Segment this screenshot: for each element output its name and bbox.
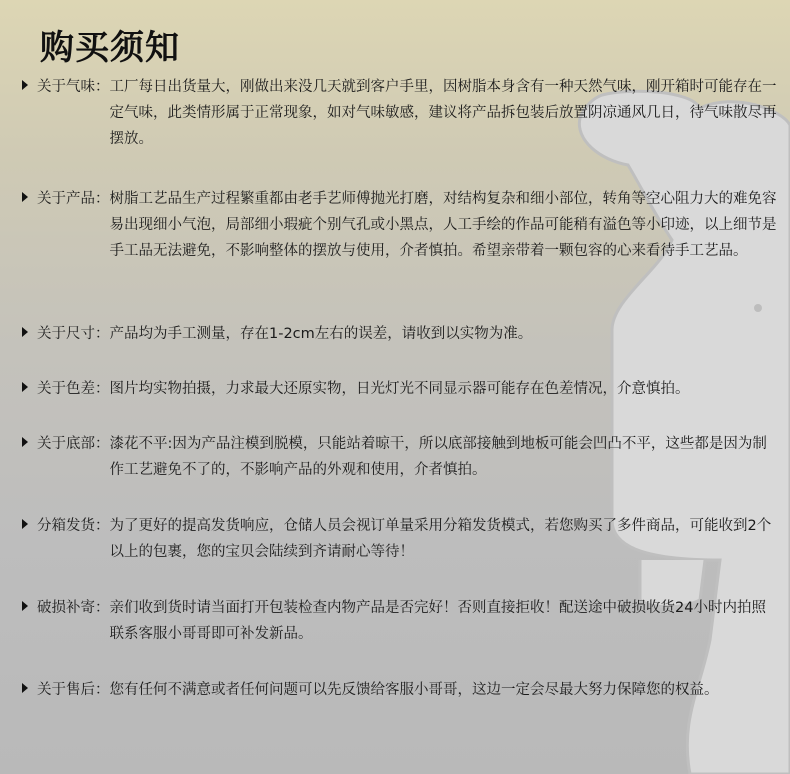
notice-item-bottom — [22, 431, 780, 483]
notice-label: 破损补寄： — [37, 600, 110, 616]
notice-label: 分箱发货： — [37, 518, 110, 534]
notice-text: 图片均实物拍摄，力求最大还原实物，日光灯光不同显示器可能存在色差情况，介意慎拍。 — [109, 381, 690, 397]
bullet-arrow-icon — [22, 192, 28, 202]
bullet-arrow-icon — [22, 382, 28, 392]
notice-label: 关于尺寸： — [37, 326, 110, 342]
notice-text: 树脂工艺品生产过程繁重都由老手艺师傅抛光打磨，对结构复杂和细小部位，转角等空心阻力大的难免容易出现细小气泡，局部细小瑕疵个别气孔或小黑点，人工手绘的作品可能稍有溢色等小印迹，以上细节是手工品无法避免，不影响整体的摆放与使用，介者慎拍。希望亲带着一颗包容的心来看待手工艺品。 — [109, 191, 777, 259]
notice-label: 关于色差： — [37, 381, 110, 397]
bullet-arrow-icon — [22, 327, 28, 337]
notice-text: 为了更好的提高发货响应，仓储人员会视订单量采用分箱发货模式，若您购买了多件商品，可能收到2个以上的包裹，您的宝贝会陆续到齐请耐心等待！ — [109, 518, 772, 560]
notice-item-damage — [22, 595, 780, 647]
notice-label: 关于底部： — [37, 436, 110, 452]
notice-text: 产品均为手工测量，存在1-2cm左右的误差，请收到以实物为准。 — [109, 326, 533, 342]
bullet-arrow-icon — [22, 601, 28, 611]
notice-label: 关于产品： — [37, 191, 110, 207]
notice-item-size — [22, 321, 780, 347]
notice-text: 漆花不平:因为产品注模到脱模，只能站着晾干，所以底部接触到地板可能会凹凸不平，这些都是因为制作工艺避免不了的，不影响产品的外观和使用，介者慎拍。 — [109, 436, 767, 478]
notice-label: 关于气味： — [37, 79, 110, 95]
notice-item-smell — [22, 74, 780, 152]
notice-text: 亲们收到货时请当面打开包装检查内物产品是否完好！否则直接拒收！配送途中破损收货24小时内拍照联系客服小哥哥即可补发新品。 — [109, 600, 766, 642]
notice-item-shipping — [22, 513, 780, 565]
bullet-arrow-icon — [22, 519, 28, 529]
notice-item-color — [22, 376, 780, 402]
notice-text: 工厂每日出货量大，刚做出来没几天就到客户手里，因树脂本身含有一种天然气味，刚开箱时可能存在一定气味，此类情形属于正常现象，如对气味敏感，建议将产品拆包装后放置阴凉通风几日，待气味散尽再摆放。 — [109, 79, 777, 147]
bullet-arrow-icon — [22, 80, 28, 90]
page-title: 购买须知 — [40, 28, 180, 68]
notice-label: 关于售后： — [37, 682, 110, 698]
notice-item-aftersale — [22, 677, 780, 703]
notice-text: 您有任何不满意或者任何问题可以先反馈给客服小哥哥，这边一定会尽最大努力保障您的权益。 — [109, 682, 719, 698]
bullet-arrow-icon — [22, 437, 28, 447]
bullet-arrow-icon — [22, 683, 28, 693]
notice-item-product — [22, 186, 780, 264]
